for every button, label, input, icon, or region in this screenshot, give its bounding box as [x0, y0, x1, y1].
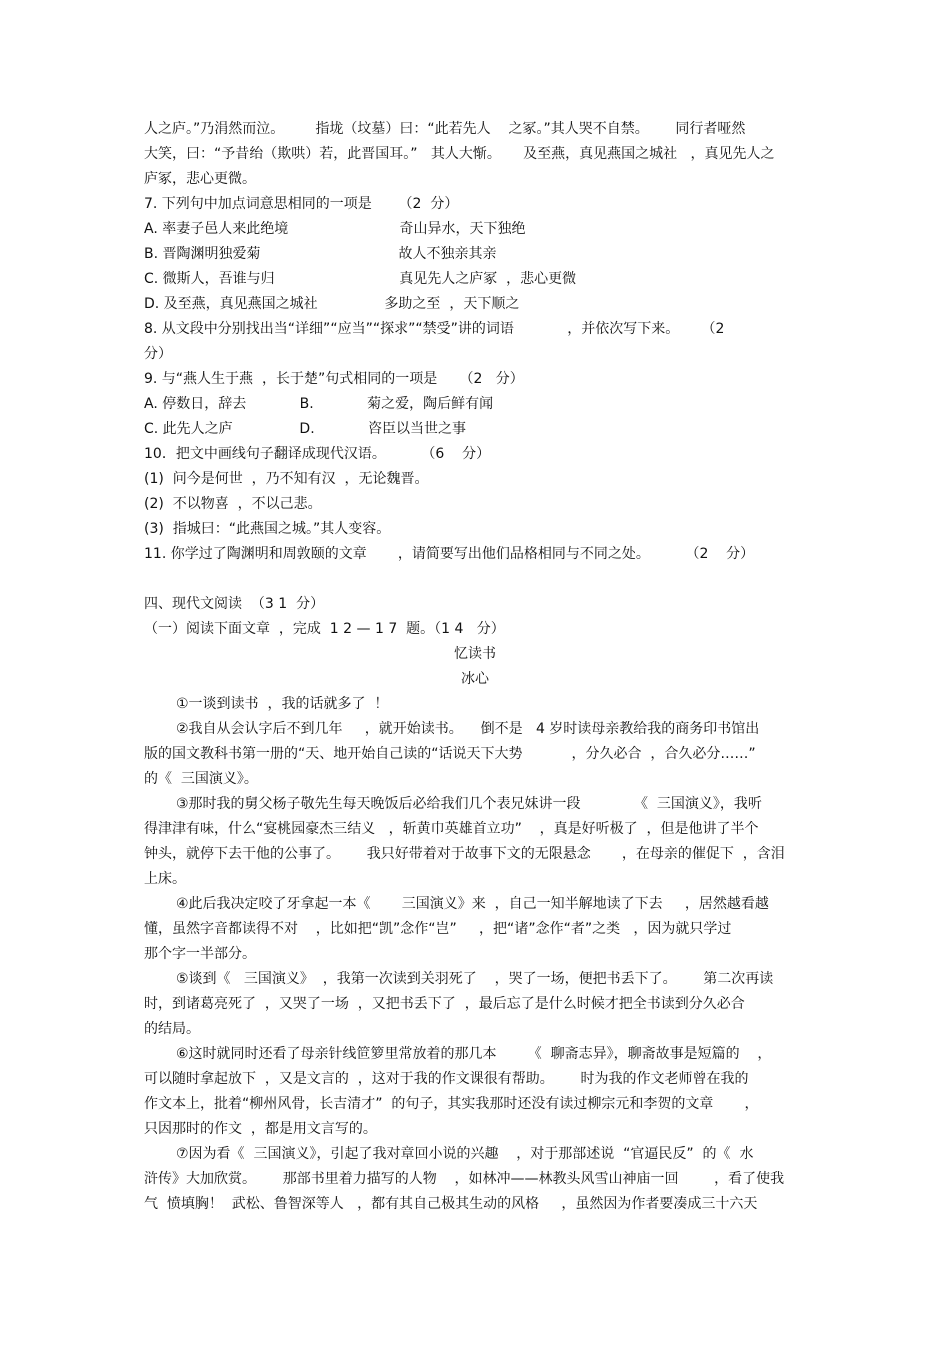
- paragraph-line: 时，到诸葛亮死了 ，又哭了一场 ，又把书丢下了 ，最后忘了是什么时候才把全书读到分久必合: [144, 996, 745, 1012]
- option-line: C. 此先人之庐 D. 咨臣以当世之事: [144, 421, 467, 437]
- text-line: 大笑，曰：“予昔绐（欺哄）若，此晋国耳。” 其人大惭。 及至燕，真见燕国之城社 ，真见先人之: [144, 146, 775, 162]
- paragraph-line: 作文本上，批着“柳州风骨，长吉清才” 的句子，其实我那时还没有读过柳宗元和李贺的文章 ，: [144, 1096, 759, 1112]
- sub-question: (2) 不以物喜 ，不以己悲。: [144, 496, 322, 512]
- question-8: 8. 从文段中分别找出当“详细”“应当”“探求”“禁受”讲的词语 ，并依次写下来。 （2: [144, 321, 725, 337]
- question-7: 7. 下列句中加点词意思相同的一项是 （2 分）: [144, 196, 459, 212]
- paragraph-line: ⑤谈到《 三国演义》 ，我第一次读到关羽死了 ，哭了一场，便把书丢下了。 第二次再读: [176, 971, 774, 987]
- section-heading: 四、现代文阅读 （3 1 分）: [144, 596, 325, 612]
- sub-question: (3) 指城曰：“此燕国之城。”其人变容。: [144, 521, 391, 537]
- text-line: 庐冢，悲心更微。: [144, 171, 256, 187]
- paragraph-line: ①一谈到读书 ，我的话就多了 ！: [176, 696, 389, 712]
- paragraph-line: ③那时我的舅父杨子敬先生每天晚饭后必给我们几个表兄妹讲一段 《 三国演义》，我听: [176, 796, 762, 812]
- paragraph-line: 的《 三国演义》。: [144, 771, 258, 787]
- option-line: A. 停数日，辞去 B. 菊之爱，陶后鲜有闻: [144, 396, 494, 412]
- question-10: 10．把文中画线句子翻译成现代汉语。 （6 分）: [144, 446, 491, 462]
- sub-question: (1) 问今是何世 ，乃不知有汉 ，无论魏晋。: [144, 471, 429, 487]
- article-title: 忆读书: [454, 646, 496, 662]
- paragraph-line: 可以随时拿起放下 ，又是文言的 ，这对于我的作文课很有帮助。 时为我的作文老师曾在我的: [144, 1071, 749, 1087]
- option-d: D. 及至燕，真见燕国之城社 多助之至 ，天下顺之: [144, 296, 520, 312]
- paragraph-line: ⑥这时就同时还看了母亲针线笸箩里常放着的那几本 《 聊斋志异》，聊斋故事是短篇的 ，: [176, 1046, 772, 1062]
- paragraph-line: ⑦因为看《 三国演义》，引起了我对章回小说的兴趣 ，对于那部述说 “官逼民反” 的《 水: [176, 1146, 754, 1162]
- paragraph-line: 上床。: [144, 871, 186, 887]
- paragraph-line: 的结局。: [144, 1021, 200, 1037]
- option-c: C. 微斯人，吾谁与归 真见先人之庐冢 ，悲心更微: [144, 271, 577, 287]
- paragraph-line: 浒传》大加欣赏。 那部书里着力描写的人物 ，如林冲——林教头风雪山神庙一回 ，看了使我: [144, 1171, 785, 1187]
- paragraph-line: 得津津有味，什么“宴桃园豪杰三结义 ，斩黄巾英雄首立功” ，真是好听极了 ，但是他讲了半个: [144, 821, 759, 837]
- text-line: 人之庐。”乃涓然而泣。 指垅（坟墓）曰：“此若先人 之冢。”其人哭不自禁。 同行者哑然: [144, 121, 746, 137]
- question-11: 11. 你学过了陶渊明和周敦颐的文章 ，请简要写出他们品格相同与不同之处。 （2 分）: [144, 546, 755, 562]
- article-author: 冰心: [461, 671, 489, 687]
- paragraph-line: 版的国文教科书第一册的“天、地开始自己读的“话说天下大势 ，分久必合 ，合久必分……”: [144, 746, 756, 762]
- question-9: 9. 与“燕人生于燕 ，长于楚”句式相同的一项是 （2 分）: [144, 371, 524, 387]
- subsection-heading: （一）阅读下面文章 ，完成 1 2 — 1 7 题。（1 4 分）: [144, 621, 505, 637]
- paragraph-line: ②我自从会认字后不到几年 ，就开始读书。 倒不是 4 岁时读母亲教给我的商务印书馆出: [176, 721, 760, 737]
- paragraph-line: 懂，虽然字音都读得不对 ，比如把“凯”念作“岂” ，把“诸”念作“者”之类 ，因为就只学过: [144, 921, 732, 937]
- paragraph-line: 只因那时的作文 ，都是用文言写的。: [144, 1121, 377, 1137]
- paragraph-line: 气 愤填胸！ 武松、鲁智深等人 ，都有其自己极其生动的风格 ，虽然因为作者要凑成三十六天: [144, 1196, 758, 1212]
- paragraph-line: ④此后我决定咬了牙拿起一本《 三国演义》来 ，自己一知半解地读了下去 ，居然越看越: [176, 896, 769, 912]
- paragraph-line: 钟头，就停下去干他的公事了。 我只好带着对于故事下文的无限悬念 ，在母亲的催促下 ，含泪: [144, 846, 785, 862]
- option-a: A. 率妻子邑人来此绝境 奇山异水，天下独绝: [144, 221, 526, 237]
- text-line: 分）: [144, 346, 172, 362]
- option-b: B. 晋陶渊明独爱菊 故人不独亲其亲: [144, 246, 497, 262]
- paragraph-line: 那个字一半部分。: [144, 946, 256, 962]
